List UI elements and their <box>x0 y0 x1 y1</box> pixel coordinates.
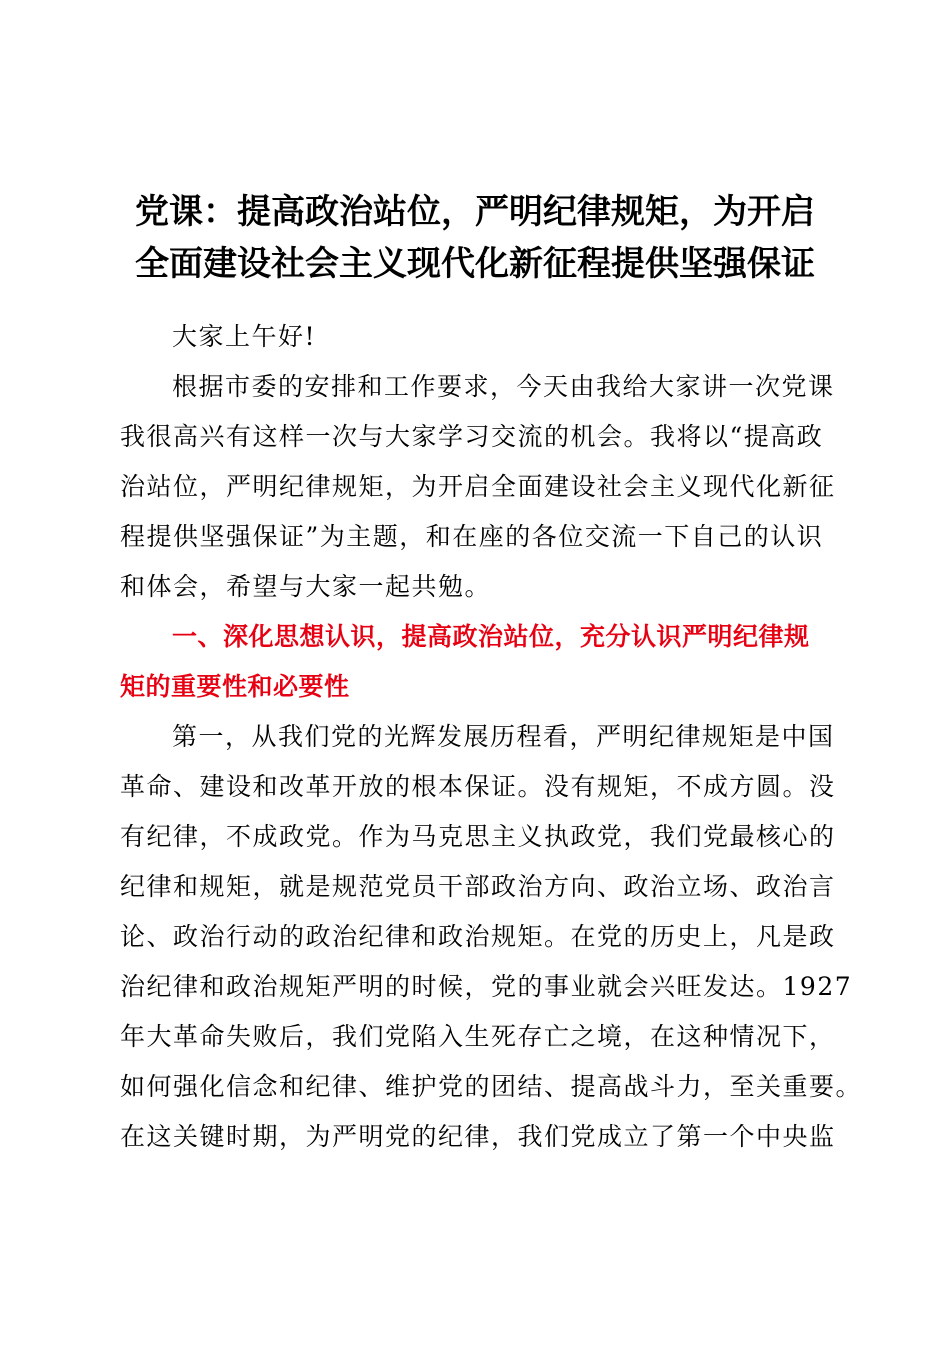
title-line-2: 全面建设社会主义现代化新征程提供坚强保证 <box>135 244 815 284</box>
section-paragraph <box>120 712 863 1162</box>
section-line: 年大革命失败后，我们党陷入生死存亡之境，在这种情况下， <box>120 1022 836 1051</box>
intro-line: 程提供坚强保证”为主题，和在座的各位交流一下自己的认识 <box>120 522 824 551</box>
intro-line: 治站位，严明纪律规矩，为开启全面建设社会主义现代化新征 <box>120 472 836 501</box>
section-line: 在这关键时期，为严明党的纪律，我们党成立了第一个中央监 <box>120 1122 836 1151</box>
section-heading-line: 矩的重要性和必要性 <box>120 672 350 701</box>
section-line: 治纪律和政治规矩严明的时候，党的事业就会兴旺发达。1927 <box>120 972 853 1001</box>
section-line: 革命、建设和改革开放的根本保证。没有规矩，不成方圆。没 <box>120 772 836 801</box>
document-body <box>120 312 863 1162</box>
section-heading <box>120 612 840 712</box>
greeting: 大家上午好! <box>172 322 317 351</box>
section-line: 论、政治行动的政治纪律和政治规矩。在党的历史上，凡是政 <box>120 922 836 951</box>
section-line: 第一，从我们党的光辉发展历程看，严明纪律规矩是中国 <box>172 722 835 751</box>
section-line: 如何强化信念和纪律、维护党的团结、提高战斗力，至关重要。 <box>120 1072 863 1101</box>
intro-line: 我很高兴有这样一次与大家学习交流的机会。我将以“提高政 <box>120 422 824 451</box>
title-line-1: 党课：提高政治站位，严明纪律规矩，为开启 <box>135 192 815 232</box>
section-line: 有纪律，不成政党。作为马克思主义执政党，我们党最核心的 <box>120 822 836 851</box>
document-title <box>110 186 840 290</box>
intro-paragraph <box>120 362 840 612</box>
section-line: 纪律和规矩，就是规范党员干部政治方向、政治立场、政治言 <box>120 872 836 901</box>
intro-line: 根据市委的安排和工作要求，今天由我给大家讲一次党课 <box>172 372 835 401</box>
intro-line: 和体会，希望与大家一起共勉。 <box>120 572 492 601</box>
section-heading-line: 一、深化思想认识，提高政治站位，充分认识严明纪律规 <box>172 622 810 651</box>
